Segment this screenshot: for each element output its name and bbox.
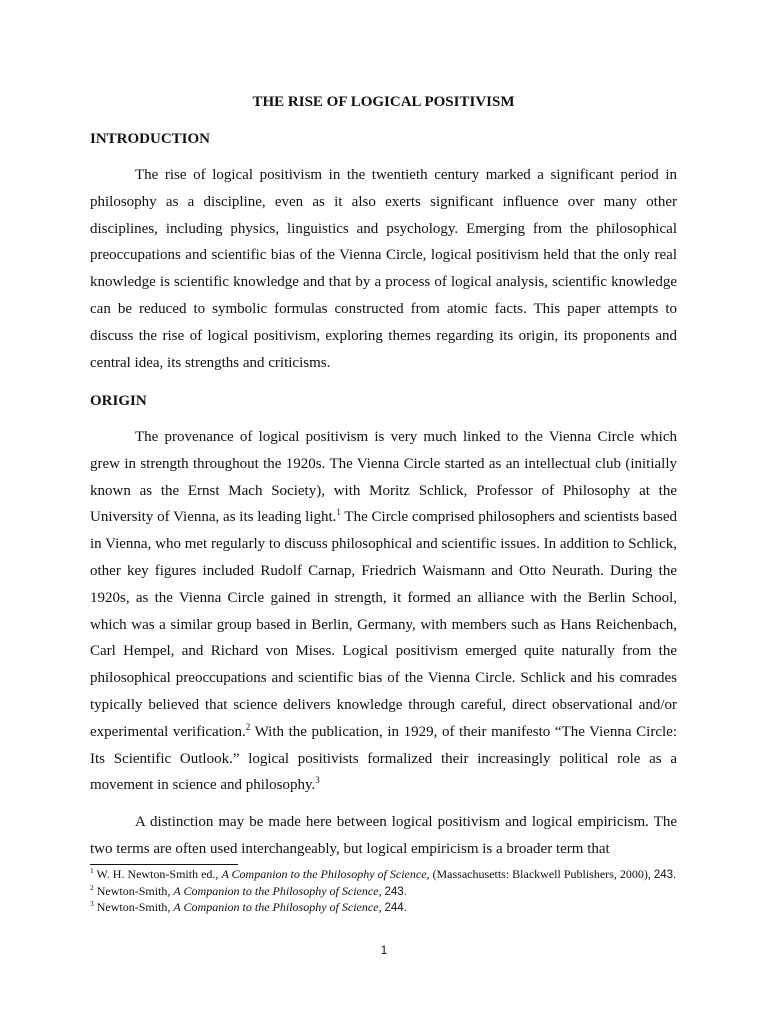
footnote-2-page: 243. [384,885,407,898]
footnotes [90,867,677,917]
footnote-3-work: A Companion to the Philosophy of Science, [173,900,382,914]
footnote-1-author: W. H. Newton-Smith ed., [96,867,222,881]
footnote-ref-2: 2 [245,721,251,732]
footnote-ref-3: 3 [315,775,320,786]
footnote-3-page: 244. [384,902,407,914]
origin-paragraph-1-part-c: With the publication, in 1929, of their manifesto “The Vienna Circle: Its Scientific Outlook.” logical positivists formalized their increasingly political role as a movement in science and philosophy. [90,723,677,794]
section-heading-introduction: INTRODUCTION [90,131,211,147]
footnote-ref-1: 1 [336,507,341,518]
origin-paragraph-1 [90,424,677,799]
footnote-1-work: A Companion to the Philosophy of Science, [221,867,430,881]
footnote-2-number: 2 [90,882,94,892]
footnote-2-author: Newton-Smith, [96,883,174,898]
origin-paragraph-1-part-b: The Circle comprised philosophers and scientists based in Vienna, who met regularly to discuss philosophical and scientific issues. In addition to Schlick, other key figures included Rudolf Carnap, Friedrich Waismann and Otto Neurath. During the 1920s, as the Vienna Circle gained in strength, it formed an alliance with the Berlin School, which was a similar group based in Berlin, Germany, with members such as Hans Reichenbach, Carl Hempel, and Richard von Mises. Logical positivism emerged quite naturally from the philosophical preoccupations and scientific bias of the Vienna Circle. Schlick and his comrades typically believed that science delivers knowledge through careful, direct observational and/or experimental verification. [90,509,677,740]
introduction-paragraph: The rise of logical positivism in the twentieth century marked a significant period in philosophy as a discipline, even as it also exerts significant influence over many other disciplines, including physics, linguistics and psychology. Emerging from the philosophical preoccupations and scientific bias of the Vienna Circle, logical positivism held that the only real knowledge is scientific knowledge and that by a process of logical analysis, scientific knowledge can be reduced to symbolic formulas constructed from atomic facts. This paper attempts to discuss the rise of logical positivism, exploring themes regarding its origin, its proponents and central idea, its strengths and criticisms. [90,167,677,371]
footnote-1 [90,867,677,884]
document-title: THE RISE OF LOGICAL POSITIVISM [252,94,515,110]
footnote-1-number: 1 [90,866,94,875]
footnote-3 [90,900,677,917]
footnote-1-page: 243. [653,869,677,881]
page-number: 1 [380,943,388,957]
footnote-2 [90,884,677,901]
origin-paragraph-1-part-a: The provenance of logical positivism is very much linked to the Vienna Circle which grew in strength throughout the 1920s. The Vienna Circle started as an intellectual club (initially known as the Ernst Mach Society), with Moritz Schlick, Professor of Philosophy at the University of Vienna, as its leading light. [90,429,677,526]
section-heading-origin: ORIGIN [90,393,147,409]
footnote-separator [90,864,238,865]
footnote-3-number: 3 [90,899,94,908]
footnote-1-publisher: (Massachusetts: Blackwell Publishers, 2000), [429,867,651,881]
footnote-2-work: A Companion to the Philosophy of Science, [173,883,382,898]
origin-paragraph-2: A distinction may be made here between logical positivism and logical empiricism. The two terms are often used interchangeably, but logical empiricism is a broader term that [90,814,677,857]
footnote-3-author: Newton-Smith, [96,900,174,914]
